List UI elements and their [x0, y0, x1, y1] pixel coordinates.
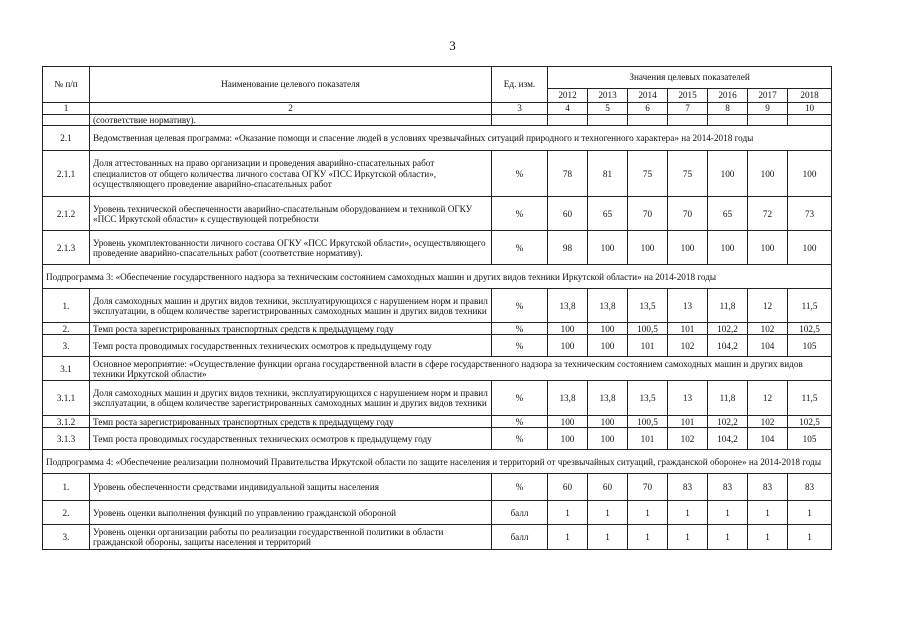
value-cell: 73 — [788, 197, 832, 231]
indicator-name: Уровень оценки организации работы по реализации государственной политики в области гражданской обороны, защиты населения и территорий — [90, 525, 492, 550]
row-number: 3. — [43, 525, 90, 550]
subprogram-title: Подпрограмма 3: «Обеспечение государственного надзора за техническим состоянием самоходных машин и других видов техники Иркутской области» на 2014-2018 годы — [43, 265, 832, 289]
value-cell: 100 — [748, 151, 788, 197]
value-cell: 100 — [588, 416, 628, 428]
value-cell: 105 — [788, 428, 832, 450]
value-cell: 98 — [548, 231, 588, 265]
row-number: 3.1.3 — [43, 428, 90, 450]
value-cell: 1 — [788, 501, 832, 525]
indicator-name: Уровень технической обеспеченности аварийно-спасательным оборудованием и техникой ОГКУ «ПСС Иркутской области» к существующей потребности — [90, 197, 492, 231]
table-header — [43, 67, 832, 115]
indicator-name: Уровень укомплектованности личного состава ОГКУ «ПСС Иркутской области», осуществляющего проведение аварийно-спасательных работ (соответствие нормативу). — [90, 231, 492, 265]
value-cell: 102 — [668, 335, 708, 357]
unit: % — [492, 197, 548, 231]
value-cell: 100 — [748, 231, 788, 265]
value-cell: 1 — [788, 525, 832, 550]
year-header: 2015 — [668, 89, 708, 103]
year-header: 2016 — [708, 89, 748, 103]
value-cell: 83 — [708, 474, 748, 501]
value-cell: 100 — [588, 231, 628, 265]
value-cell: 100 — [588, 335, 628, 357]
value-cell: 104,2 — [708, 428, 748, 450]
header-unit: Ед. изм. — [492, 67, 548, 103]
value-cell: 78 — [548, 151, 588, 197]
empty-cell — [588, 115, 628, 126]
value-cell: 12 — [748, 289, 788, 323]
value-cell: 81 — [588, 151, 628, 197]
value-cell: 100 — [548, 416, 588, 428]
section-title: Основное мероприятие: «Осуществление функции органа государственной власти в сфере государственного надзора за техническим состоянием самоходных машин и других видов техники Иркутской области» — [90, 357, 832, 381]
unit: % — [492, 323, 548, 335]
row-number: 3.1.1 — [43, 381, 90, 416]
year-header: 2013 — [588, 89, 628, 103]
year-header: 2017 — [748, 89, 788, 103]
header-values: Значения целевых показателей — [548, 67, 832, 89]
column-index: 5 — [588, 103, 628, 115]
value-cell: 104 — [748, 335, 788, 357]
value-cell: 1 — [708, 501, 748, 525]
row-number: 2.1.3 — [43, 231, 90, 265]
column-index: 4 — [548, 103, 588, 115]
indicator-name: Уровень обеспеченности средствами индивидуальной защиты населения — [90, 474, 492, 501]
indicator-name: Темп роста зарегистрированных транспортных средств к предыдущему году — [90, 323, 492, 335]
column-index: 9 — [748, 103, 788, 115]
header-num: № п/п — [43, 67, 90, 103]
empty-cell — [708, 115, 748, 126]
row-number: 2.1.1 — [43, 151, 90, 197]
value-cell: 100 — [548, 428, 588, 450]
row-number: 3.1 — [43, 357, 90, 381]
table-row — [43, 428, 832, 450]
value-cell: 13,8 — [588, 289, 628, 323]
value-cell: 1 — [548, 525, 588, 550]
header-name: Наименование целевого показателя — [90, 67, 492, 103]
table-row — [43, 357, 832, 381]
value-cell: 105 — [788, 335, 832, 357]
value-cell: 65 — [588, 197, 628, 231]
column-index-row — [43, 103, 832, 115]
unit: % — [492, 289, 548, 323]
indicator-name: Темп роста зарегистрированных транспортных средств к предыдущему году — [90, 416, 492, 428]
value-cell: 83 — [748, 474, 788, 501]
column-index: 10 — [788, 103, 832, 115]
empty-cell — [492, 115, 548, 126]
indicator-name: Уровень оценки выполнения функций по управлению гражданской обороной — [90, 501, 492, 525]
year-header: 2012 — [548, 89, 588, 103]
indicator-name: Темп роста проводимых государственных технических осмотров к предыдущему году — [90, 335, 492, 357]
value-cell: 100 — [708, 231, 748, 265]
value-cell: 13,5 — [628, 289, 668, 323]
table-body — [43, 115, 832, 550]
table-row — [43, 525, 832, 550]
row-number: 2. — [43, 323, 90, 335]
value-cell: 13,5 — [628, 381, 668, 416]
table-row — [43, 381, 832, 416]
subprogram-title: Подпрограмма 4: «Обеспечение реализации полномочий Правительства Иркутской области по защите населения и территорий от чрезвычайных ситуаций, гражданской обороне» на 2014-2018 годы — [43, 450, 832, 474]
empty-cell — [628, 115, 668, 126]
value-cell: 102 — [748, 323, 788, 335]
value-cell: 60 — [548, 197, 588, 231]
value-cell: 13 — [668, 381, 708, 416]
value-cell: 13,8 — [548, 381, 588, 416]
column-index: 2 — [90, 103, 492, 115]
value-cell: 100 — [788, 231, 832, 265]
table-row — [43, 289, 832, 323]
unit: % — [492, 416, 548, 428]
value-cell: 104,2 — [708, 335, 748, 357]
unit: % — [492, 335, 548, 357]
value-cell: 60 — [588, 474, 628, 501]
target-indicators-table — [42, 66, 832, 550]
page-number: 3 — [449, 38, 456, 53]
value-cell: 100,5 — [628, 323, 668, 335]
value-cell: 1 — [548, 501, 588, 525]
value-cell: 1 — [668, 525, 708, 550]
column-index: 8 — [708, 103, 748, 115]
unit: % — [492, 231, 548, 265]
value-cell: 100 — [628, 231, 668, 265]
value-cell: 101 — [628, 428, 668, 450]
indicator-name: Доля самоходных машин и других видов техники, эксплуатирующихся с нарушением норм и правил эксплуатации, в общем количестве зарегистрированных самоходных машин и других видов техники — [90, 289, 492, 323]
indicator-name: Доля аттестованных на право организации и проведения аварийно-спасательных работ специалистов от общего количества личного состава ОГКУ «ПСС Иркутской области», осуществляющего проведение аварийно-спасательных работ — [90, 151, 492, 197]
value-cell: 101 — [668, 416, 708, 428]
value-cell: 1 — [708, 525, 748, 550]
value-cell: 83 — [788, 474, 832, 501]
section-title: Ведомственная целевая программа: «Оказание помощи и спасение людей в условиях чрезвычайных ситуаций природного и техногенного характера» на 2014-2018 годы — [90, 126, 832, 151]
table-row — [43, 265, 832, 289]
value-cell: 100 — [588, 323, 628, 335]
value-cell: 11,5 — [788, 289, 832, 323]
value-cell: 102,5 — [788, 323, 832, 335]
table-row — [43, 197, 832, 231]
row-number: 2.1 — [43, 126, 90, 151]
empty-cell — [548, 115, 588, 126]
row-number: 3. — [43, 335, 90, 357]
value-cell: 100 — [708, 151, 748, 197]
value-cell: 70 — [628, 474, 668, 501]
value-cell: 1 — [748, 501, 788, 525]
empty-cell — [43, 115, 90, 126]
table-row — [43, 335, 832, 357]
value-cell: 11,5 — [788, 381, 832, 416]
unit: балл — [492, 525, 548, 550]
row-number: 3.1.2 — [43, 416, 90, 428]
value-cell: 65 — [708, 197, 748, 231]
column-index: 3 — [492, 103, 548, 115]
table-row — [43, 126, 832, 151]
value-cell: 70 — [668, 197, 708, 231]
table-row — [43, 231, 832, 265]
value-cell: 75 — [668, 151, 708, 197]
value-cell: 11,8 — [708, 381, 748, 416]
value-cell: 13 — [668, 289, 708, 323]
row-number: 1. — [43, 474, 90, 501]
row-number: 2. — [43, 501, 90, 525]
value-cell: 102,5 — [788, 416, 832, 428]
value-cell: 100,5 — [628, 416, 668, 428]
value-cell: 75 — [628, 151, 668, 197]
value-cell: 100 — [588, 428, 628, 450]
indicator-name: Доля самоходных машин и других видов техники, эксплуатирующихся с нарушением норм и правил эксплуатации, в общем количестве зарегистрированных самоходных машин и других видов техники — [90, 381, 492, 416]
indicator-name: Темп роста проводимых государственных технических осмотров к предыдущему году — [90, 428, 492, 450]
indicator-name: (соответствие нормативу). — [90, 115, 492, 126]
value-cell: 100 — [548, 323, 588, 335]
column-index: 6 — [628, 103, 668, 115]
value-cell: 1 — [588, 525, 628, 550]
unit: % — [492, 474, 548, 501]
value-cell: 1 — [628, 525, 668, 550]
value-cell: 1 — [748, 525, 788, 550]
value-cell: 1 — [588, 501, 628, 525]
value-cell: 1 — [668, 501, 708, 525]
value-cell: 100 — [668, 231, 708, 265]
value-cell: 102 — [748, 416, 788, 428]
table-row — [43, 416, 832, 428]
value-cell: 13,8 — [588, 381, 628, 416]
value-cell: 11,8 — [708, 289, 748, 323]
unit: % — [492, 151, 548, 197]
table-row — [43, 115, 832, 126]
table-row — [43, 450, 832, 474]
value-cell: 101 — [668, 323, 708, 335]
value-cell: 70 — [628, 197, 668, 231]
value-cell: 12 — [748, 381, 788, 416]
table-row — [43, 501, 832, 525]
column-index: 7 — [668, 103, 708, 115]
value-cell: 83 — [668, 474, 708, 501]
year-header: 2018 — [788, 89, 832, 103]
empty-cell — [748, 115, 788, 126]
row-number: 2.1.2 — [43, 197, 90, 231]
value-cell: 100 — [788, 151, 832, 197]
value-cell: 102 — [668, 428, 708, 450]
value-cell: 72 — [748, 197, 788, 231]
row-number: 1. — [43, 289, 90, 323]
unit: % — [492, 381, 548, 416]
table-row — [43, 323, 832, 335]
value-cell: 104 — [748, 428, 788, 450]
value-cell: 101 — [628, 335, 668, 357]
table-row — [43, 151, 832, 197]
empty-cell — [668, 115, 708, 126]
empty-cell — [788, 115, 832, 126]
year-header: 2014 — [628, 89, 668, 103]
unit: балл — [492, 501, 548, 525]
table-row — [43, 474, 832, 501]
value-cell: 1 — [628, 501, 668, 525]
value-cell: 100 — [548, 335, 588, 357]
value-cell: 102,2 — [708, 416, 748, 428]
column-index: 1 — [43, 103, 90, 115]
value-cell: 102,2 — [708, 323, 748, 335]
unit: % — [492, 428, 548, 450]
value-cell: 60 — [548, 474, 588, 501]
value-cell: 13,8 — [548, 289, 588, 323]
